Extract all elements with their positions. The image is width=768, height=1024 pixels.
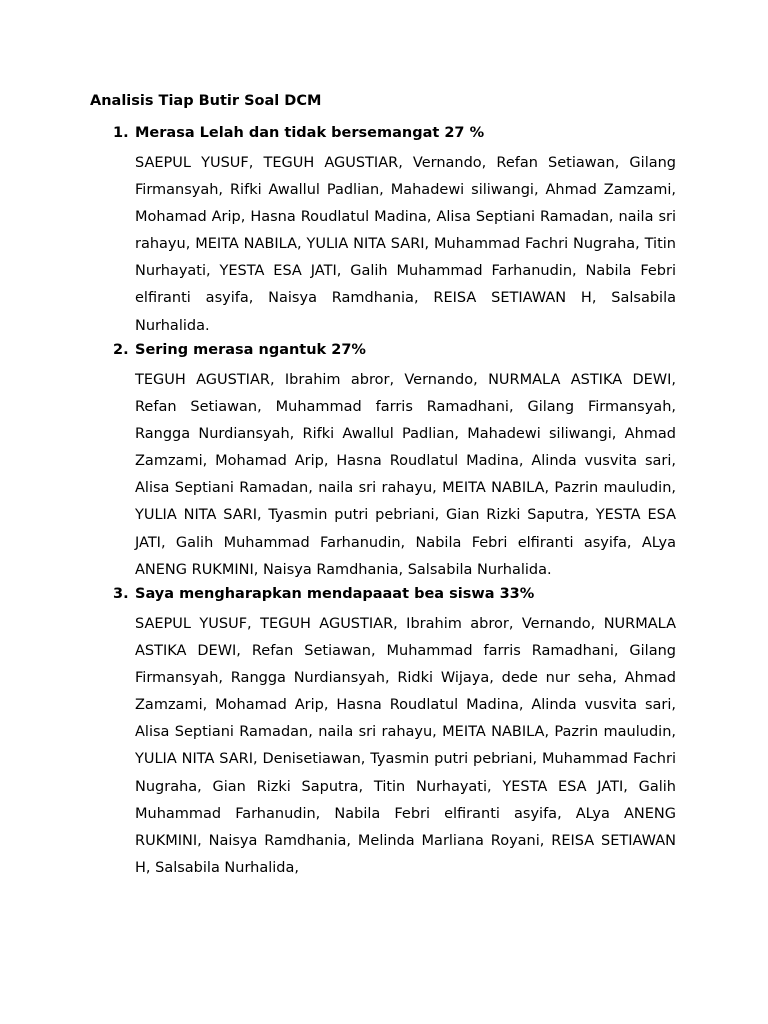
item-number: 3. bbox=[113, 586, 129, 602]
document-title: Analisis Tiap Butir Soal DCM bbox=[90, 93, 322, 109]
item-number: 1. bbox=[113, 125, 129, 141]
item-heading-text: Merasa Lelah dan tidak bersemangat 27 % bbox=[135, 125, 485, 141]
list-item bbox=[113, 584, 678, 882]
list-item bbox=[113, 123, 678, 340]
item-heading bbox=[113, 123, 678, 143]
item-heading bbox=[113, 340, 678, 360]
item-heading-text: Sering merasa ngantuk 27% bbox=[135, 342, 366, 358]
item-names-paragraph: SAEPUL YUSUF, TEGUH AGUSTIAR, Ibrahim abror, Vernando, NURMALA ASTIKA DEWI, Refan Setiawan, Muhammad farris Ramadhani, Gilang Firmansyah, Rangga Nurdiansyah, Ridki Wijaya, dede nur seha, Ahmad Zamzami, Mohamad Arip, Hasna Roudlatul Madina, Alinda vusvita sari, Alisa Septiani Ramadan, naila sri rahayu, MEITA NABILA, Pazrin mauludin, YULIA NITA SARI, Denisetiawan, Tyasmin putri pebriani, Muhammad Fachri Nugraha, Gian Rizki Saputra, Titin Nurhayati, YESTA ESA JATI, Galih Muhammad Farhanudin, Nabila Febri elfiranti asyifa, ALya ANENG RUKMINI, Naisya Ramdhania, Melinda Marliana Royani, REISA SETIAWAN H, Salsabila Nurhalida, bbox=[135, 616, 676, 876]
item-names-paragraph: TEGUH AGUSTIAR, Ibrahim abror, Vernando, NURMALA ASTIKA DEWI, Refan Setiawan, Muhammad farris Ramadhani, Gilang Firmansyah, Rangga Nurdiansyah, Rifki Awallul Padlian, Mahadewi siliwangi, Ahmad Zamzami, Mohamad Arip, Hasna Roudlatul Madina, Alinda vusvita sari, Alisa Septiani Ramadan, naila sri rahayu, MEITA NABILA, Pazrin mauludin, YULIA NITA SARI, Tyasmin putri pebriani, Gian Rizki Saputra, YESTA ESA JATI, Galih Muhammad Farhanudin, Nabila Febri elfiranti asyifa, ALya ANENG RUKMINI, Naisya Ramdhania, Salsabila Nurhalida. bbox=[135, 372, 676, 578]
item-names-paragraph: SAEPUL YUSUF, TEGUH AGUSTIAR, Vernando, Refan Setiawan, Gilang Firmansyah, Rifki Awallul Padlian, Mahadewi siliwangi, Ahmad Zamzami, Mohamad Arip, Hasna Roudlatul Madina, Alisa Septiani Ramadan, naila sri rahayu, MEITA NABILA, YULIA NITA SARI, Muhammad Fachri Nugraha, Titin Nurhayati, YESTA ESA JATI, Galih Muhammad Farhanudin, Nabila Febri elfiranti asyifa, Naisya Ramdhania, REISA SETIAWAN H, Salsabila Nurhalida. bbox=[135, 155, 676, 334]
item-heading-text: Saya mengharapkan mendapaaat bea siswa 33% bbox=[135, 586, 535, 602]
list-item bbox=[113, 340, 678, 584]
item-heading bbox=[113, 584, 678, 604]
item-number: 2. bbox=[113, 342, 129, 358]
